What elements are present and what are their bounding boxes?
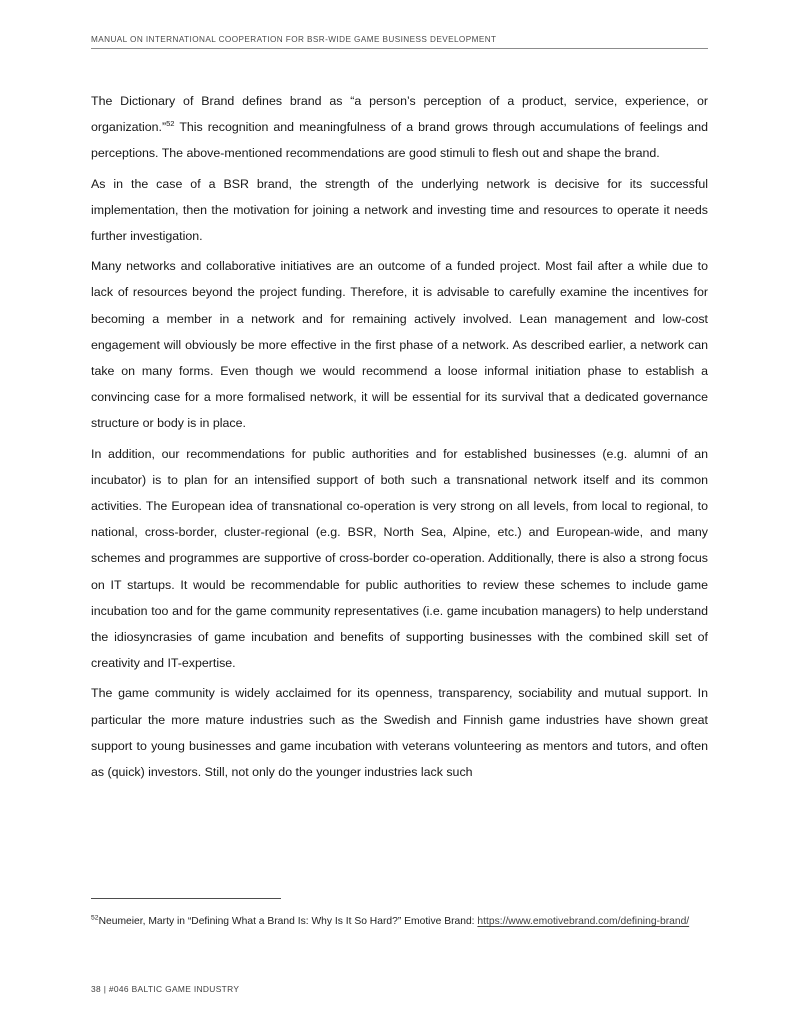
page-footer	[91, 983, 708, 995]
footnote-marker: 52	[91, 914, 99, 922]
running-footer-text: 38 | #046 BALTIC GAME INDUSTRY	[91, 984, 240, 994]
page-body-content	[91, 88, 708, 785]
header-divider-rule	[91, 48, 708, 49]
running-header-title: MANUAL ON INTERNATIONAL COOPERATION FOR BSR-WIDE GAME BUSINESS DEVELOPMENT	[91, 35, 497, 44]
footnote-entry	[91, 913, 708, 930]
body-paragraph: The game community is widely acclaimed for its openness, transparency, sociability and mutual support. In particular the more mature industries such as the Swedish and Finnish game industries have shown great support to young businesses and game incubation with veterans volunteering as mentors and tutors, and often as (quick) investors. Still, not only do the younger industries lack such	[91, 686, 708, 780]
body-paragraph: Many networks and collaborative initiatives are an outcome of a funded project. Most fail after a while due to lack of resources beyond the project funding. Therefore, it is advisable to carefully examine the incentives for becoming a member in a network and for remaining actively involved. Lean management and low-cost engagement will obviously be more effective in the first phase of a network. As described earlier, a network can take on many forms. Even though we would recommend a loose informal initiation phase to establish a convincing case for a more formalised network, it will be essential for its survival that a dedicated governance structure or body is in place.	[91, 259, 708, 431]
footnote-source-link[interactable]: https://www.emotivebrand.com/defining-brand/	[477, 916, 690, 927]
footnote-separator-rule	[91, 898, 281, 899]
body-paragraph: In addition, our recommendations for public authorities and for established businesses (e.g. alumni of an incubator) is to plan for an intensified support of both such a transnational network itself and its common activities. The European idea of transnational co-operation is very strong on all levels, from local to regional, to national, cross-border, cluster-regional (e.g. BSR, North Sea, Alpine, etc.) and European-wide, and many schemes and programmes are supportive of cross-border co-operation. Additionally, there is also a strong focus on IT startups. It would be recommendable for public authorities to review these schemes to include game incubation too and for the game community representatives (i.e. game incubation managers) to help understand the idiosyncrasies of game incubation and benefits of supporting businesses with the combined skill set of creativity and IT-expertise.	[91, 446, 708, 671]
footnote-area	[91, 898, 708, 930]
body-paragraph: As in the case of a BSR brand, the strength of the underlying network is decisive for its successful implementation, then the motivation for joining a network and investing time and resources to operate it needs further investigation.	[91, 176, 708, 244]
footnote-text: Neumeier, Marty in “Defining What a Brand Is: Why Is It So Hard?” Emotive Brand:	[98, 916, 478, 927]
page-header	[91, 34, 708, 49]
footnote-reference[interactable]: 52	[166, 119, 175, 129]
body-paragraph: The Dictionary of Brand defines brand as “a person’s perception of a product, service, experience, or organization.”$^{52}$ This recognition and meaningfulness of a brand grows through accumulations of feelings and perceptions. The above-mentioned recommendations are good stimuli to flesh out and shape the brand.	[91, 94, 708, 161]
